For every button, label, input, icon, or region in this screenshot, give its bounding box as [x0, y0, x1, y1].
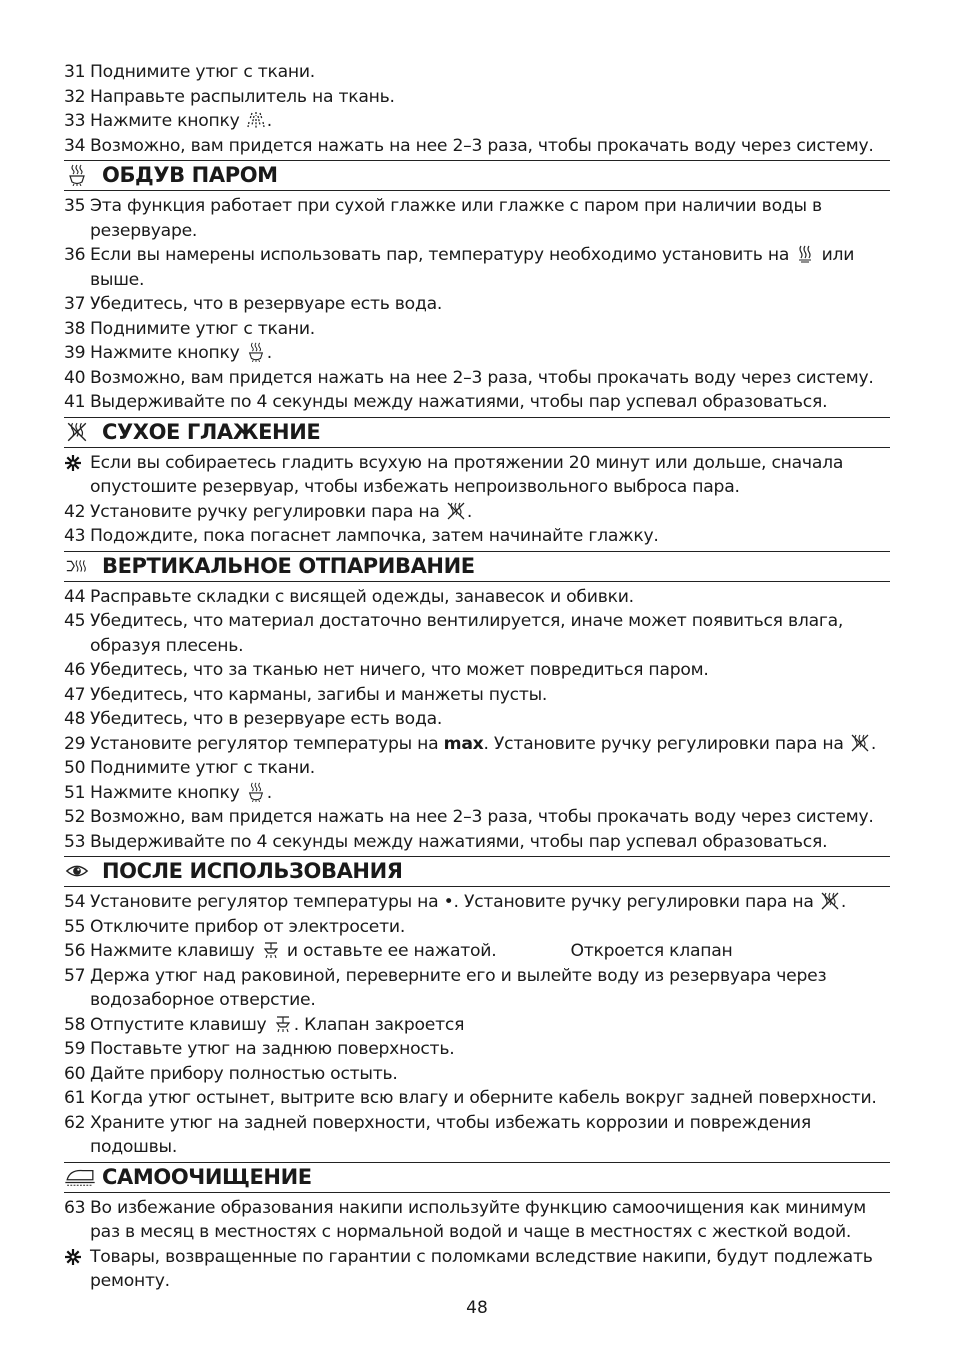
item-number: 53 [64, 831, 86, 852]
section-title: САМООЧИЩЕНИЕ [102, 1164, 312, 1189]
list-item [64, 805, 890, 830]
item-number: 47 [64, 684, 86, 705]
list-item [64, 524, 890, 549]
item-text: Установите ручку регулировки пара на [90, 501, 445, 522]
section-header-steam-burst [64, 160, 890, 191]
item-text-end: . [466, 501, 473, 522]
item-text: Убедитесь, что в резервуаре есть вода. [90, 294, 443, 314]
section-title: ОБДУВ ПАРОМ [102, 163, 278, 187]
steam-icon [795, 244, 815, 264]
list-item [64, 1037, 890, 1062]
item-text: Нажмите кнопку [90, 343, 245, 363]
item-text: Нажмите кнопку [90, 111, 245, 131]
item-text: Расправьте складки с висящей одежды, занавесок и обивки. [90, 586, 634, 607]
item-text: Отпустите клавишу [90, 1014, 272, 1035]
no-steam-icon [446, 501, 466, 521]
eye-icon [65, 860, 89, 882]
item-text-end: или выше. [90, 245, 855, 290]
item-number: 51 [64, 782, 86, 803]
list-item [64, 915, 890, 940]
list-item [64, 1111, 890, 1160]
item-number: 42 [64, 501, 86, 522]
list-item [64, 756, 890, 781]
list-item [64, 134, 890, 159]
item-text: Убедитесь, что в резервуаре есть вода. [90, 709, 443, 729]
item-text: Нажмите кнопку [90, 782, 245, 803]
section-title: ВЕРТИКАЛЬНОЕ ОТПАРИВАНИЕ [102, 553, 475, 578]
list-item [64, 609, 890, 658]
item-text: Держа утюг над раковиной, переверните его и вылейте воду из резервуара через водозаборное отверстие. [90, 965, 827, 1010]
list-item [64, 500, 890, 525]
dot-setting: • [443, 892, 454, 912]
item-number: 60 [64, 1063, 86, 1084]
item-number: 41 [64, 392, 86, 412]
list-item [64, 964, 890, 1013]
item-number: 31 [64, 62, 86, 82]
list-item [64, 1086, 890, 1111]
item-number: 34 [64, 135, 86, 156]
item-text: Убедитесь, что карманы, загибы и манжеты пусты. [90, 684, 548, 705]
item-text: Установите регулятор температуры на [90, 892, 444, 912]
section-header-self-clean [64, 1162, 890, 1193]
item-text: Эта функция работает при сухой глажке или глажке с паром при наличии воды в резервуаре. [90, 196, 822, 241]
item-text-end: . [870, 733, 877, 754]
item-text: Выдерживайте по 4 секунды между нажатиями, чтобы пар успевал образоваться. [90, 392, 828, 412]
item-text: Нажмите клавишу [90, 941, 260, 961]
list-item [64, 732, 890, 757]
item-number: 52 [64, 807, 86, 827]
section-title: ПОСЛЕ ИСПОЛЬЗОВАНИЯ [102, 859, 403, 883]
list-item [64, 1062, 890, 1087]
item-text: Отключите прибор от электросети. [90, 916, 406, 937]
warning-star-icon [65, 455, 81, 471]
list-item [64, 85, 890, 110]
item-number: 32 [64, 86, 86, 107]
item-number: 57 [64, 965, 86, 986]
item-number: 46 [64, 660, 86, 680]
item-text: Дайте прибору полностью остыть. [90, 1063, 398, 1084]
item-text: Храните утюг на задней поверхности, чтобы избежать коррозии и повреждения подошвы. [90, 1112, 811, 1157]
list-item [64, 585, 890, 610]
item-text: Возможно, вам придется нажать на нее 2–3 раза, чтобы прокачать воду через систему. [90, 135, 874, 156]
item-text: Поставьте утюг на заднюю поверхность. [90, 1039, 455, 1059]
item-number: 59 [64, 1039, 86, 1059]
valve-key-icon [273, 1014, 293, 1034]
item-number: 33 [64, 111, 86, 131]
section-header-after-use [64, 856, 890, 887]
list-item [64, 243, 890, 292]
item-number: 36 [64, 245, 86, 265]
item-text: Подождите, пока погаснет лампочка, затем начинайте глажку. [90, 526, 659, 546]
item-number: 35 [64, 196, 86, 216]
page-number: 48 [466, 1298, 488, 1318]
list-item [64, 341, 890, 366]
item-text: Возможно, вам придется нажать на нее 2–3 раза, чтобы прокачать воду через систему. [90, 367, 874, 388]
self-clean-icon [64, 1166, 96, 1188]
item-text: Во избежание образования накипи используйте функцию самоочищения как минимум раз в месяц в местностях с нормальной водой и чаще в местностях с жесткой водой. [90, 1197, 866, 1242]
item-number: 62 [64, 1112, 86, 1133]
item-text: Когда утюг остынет, вытрите всю влагу и оберните кабель вокруг задней поверхности. [90, 1088, 877, 1108]
item-text: Поднимите утюг с ткани. [90, 318, 316, 339]
item-text: Направьте распылитель на ткань. [90, 86, 395, 107]
item-number: 56 [64, 941, 86, 961]
item-number: 38 [64, 318, 86, 339]
warning-text: Если вы собираетесь гладить всухую на протяжении 20 минут или дольше, сначала опустошите резервуар, чтобы избежать непроизвольного выброса пара. [90, 452, 844, 497]
list-item [64, 830, 890, 855]
warning-star-icon [65, 1249, 81, 1265]
list-item [64, 939, 890, 964]
item-text: Если вы намерены использовать пар, температуру необходимо установить на [90, 245, 795, 265]
list-item [64, 390, 890, 415]
steam-burst-icon [246, 782, 266, 802]
item-number: 58 [64, 1014, 86, 1035]
list-item [64, 1013, 890, 1038]
instruction-page [64, 60, 890, 1294]
item-number: 37 [64, 294, 86, 314]
no-steam-icon [820, 891, 840, 911]
list-item [64, 1196, 890, 1245]
item-text-end: . [840, 892, 847, 912]
item-text: Убедитесь, что за тканью нет ничего, что может повредиться паром. [90, 660, 709, 680]
item-number: 50 [64, 758, 86, 778]
item-number: 48 [64, 709, 86, 729]
item-text: Убедитесь, что материал достаточно вентилируется, иначе может появиться влага, образуя плесень. [90, 611, 844, 656]
list-item [64, 707, 890, 732]
item-text-mid: . Установите ручку регулировки пара на [453, 892, 819, 912]
item-number: 61 [64, 1088, 86, 1108]
item-number: 45 [64, 611, 86, 631]
section-header-vertical-steam [64, 551, 890, 582]
item-text-mid: и оставьте ее нажатой. [281, 941, 497, 961]
item-text-mid: . Установите ручку регулировки пара на [483, 733, 849, 754]
warning-text: Товары, возвращенные по гарантии с поломками вследствие накипи, будут подлежать ремонту. [90, 1246, 873, 1291]
warning-item [64, 1245, 890, 1294]
item-number: 39 [64, 343, 86, 363]
item-note: Откроется клапан [570, 941, 733, 961]
spray-icon [246, 110, 266, 130]
item-text-end: . [266, 343, 272, 363]
list-item [64, 109, 890, 134]
list-item [64, 292, 890, 317]
list-item [64, 658, 890, 683]
list-item [64, 683, 890, 708]
warning-item [64, 451, 890, 500]
item-number: 43 [64, 526, 86, 546]
item-text: Выдерживайте по 4 секунды между нажатиями, чтобы пар успевал образоваться. [90, 831, 828, 852]
list-item [64, 890, 890, 915]
list-item [64, 194, 890, 243]
item-text: Поднимите утюг с ткани. [90, 758, 316, 778]
steam-burst-icon [246, 342, 266, 362]
max-label: max [443, 733, 484, 754]
item-number: 55 [64, 916, 86, 937]
section-header-dry-ironing [64, 417, 890, 448]
steam-burst-icon [65, 164, 89, 186]
item-text-end: . [266, 782, 272, 803]
list-item [64, 60, 890, 85]
item-number: 63 [64, 1197, 86, 1218]
item-text-end: . Клапан закроется [293, 1014, 465, 1035]
vertical-steam-icon [65, 555, 89, 577]
no-steam-icon [65, 421, 89, 443]
item-number: 40 [64, 367, 86, 388]
no-steam-icon [850, 733, 870, 753]
item-text: Возможно, вам придется нажать на нее 2–3 раза, чтобы прокачать воду через систему. [90, 807, 874, 827]
list-item [64, 317, 890, 342]
item-text-end: . [266, 111, 272, 131]
item-number: 54 [64, 892, 86, 912]
valve-key-icon [261, 940, 281, 960]
list-item [64, 366, 890, 391]
section-title: СУХОЕ ГЛАЖЕНИЕ [102, 419, 321, 444]
item-number: 44 [64, 586, 86, 607]
item-number: 29 [64, 733, 86, 754]
list-item [64, 781, 890, 806]
item-text: Установите регулятор температуры на [90, 733, 444, 754]
item-text: Поднимите утюг с ткани. [90, 62, 316, 82]
